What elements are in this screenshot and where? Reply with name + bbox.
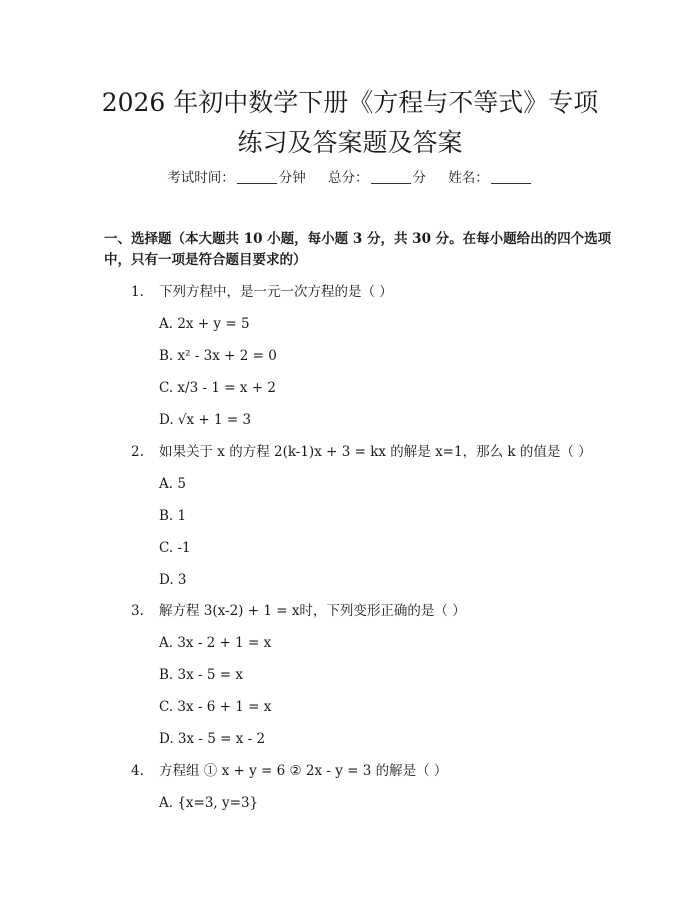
option-2c[interactable]: C. -1 xyxy=(159,540,191,556)
option-3a[interactable]: A. 3x - 2 + 1 = x xyxy=(159,635,272,651)
section-heading: 一、选择题（本大题共 10 小题，每小题 3 分，共 30 分。在每小题给出的四个选项中，只有一项是符合题目要求的） xyxy=(104,231,612,268)
question-number: 1. xyxy=(131,284,144,300)
option-3b[interactable]: B. 3x - 5 = x xyxy=(159,667,243,683)
option-2b[interactable]: B. 1 xyxy=(159,508,187,524)
question-number: 4. xyxy=(131,763,144,779)
score-blank[interactable] xyxy=(371,170,411,184)
name-field xyxy=(448,168,533,188)
time-field xyxy=(167,168,306,188)
name-blank[interactable] xyxy=(491,170,531,184)
option-2a[interactable]: A. 5 xyxy=(159,476,186,492)
question-text: 解方程 3(x-2) + 1 = x时，下列变形正确的是（ ） xyxy=(159,603,466,619)
time-blank[interactable] xyxy=(237,170,277,184)
option-3d[interactable]: D. 3x - 5 = x - 2 xyxy=(159,731,266,747)
option-1d[interactable]: D. √x + 1 = 3 xyxy=(159,412,252,428)
question-4 xyxy=(131,761,447,781)
time-unit: 分钟 xyxy=(278,170,306,186)
score-field xyxy=(328,168,426,188)
title-line-2: 练习及答案题及答案 xyxy=(237,128,463,157)
score-label: 总分： xyxy=(328,170,369,186)
question-text: 如果关于 x 的方程 2(k-1)x + 3 = kx 的解是 x=1，那么 k 的值是（ ） xyxy=(159,444,592,460)
question-text: 方程组 ① x + y = 6 ② 2x - y = 3 的解是（ ） xyxy=(159,763,448,779)
name-label: 姓名： xyxy=(448,170,489,186)
option-2d[interactable]: D. 3 xyxy=(159,572,187,588)
question-2 xyxy=(131,442,592,462)
question-number: 3. xyxy=(131,603,144,619)
option-4a[interactable]: A. {x=3, y=3} xyxy=(159,795,259,811)
question-3 xyxy=(131,601,466,621)
option-3c[interactable]: C. 3x - 6 + 1 = x xyxy=(159,699,272,715)
exam-meta xyxy=(0,168,700,188)
option-1c[interactable]: C. x/3 - 1 = x + 2 xyxy=(159,380,276,396)
score-unit: 分 xyxy=(412,170,426,186)
question-1 xyxy=(131,282,393,302)
title-line-1: 2026 年初中数学下册《方程与不等式》专项 xyxy=(101,88,599,117)
option-1a[interactable]: A. 2x + y = 5 xyxy=(159,316,250,332)
time-label: 考试时间： xyxy=(167,170,235,186)
option-1b[interactable]: B. x² - 3x + 2 = 0 xyxy=(159,348,277,364)
question-text: 下列方程中，是一元一次方程的是（ ） xyxy=(159,284,393,300)
question-number: 2. xyxy=(131,444,144,460)
